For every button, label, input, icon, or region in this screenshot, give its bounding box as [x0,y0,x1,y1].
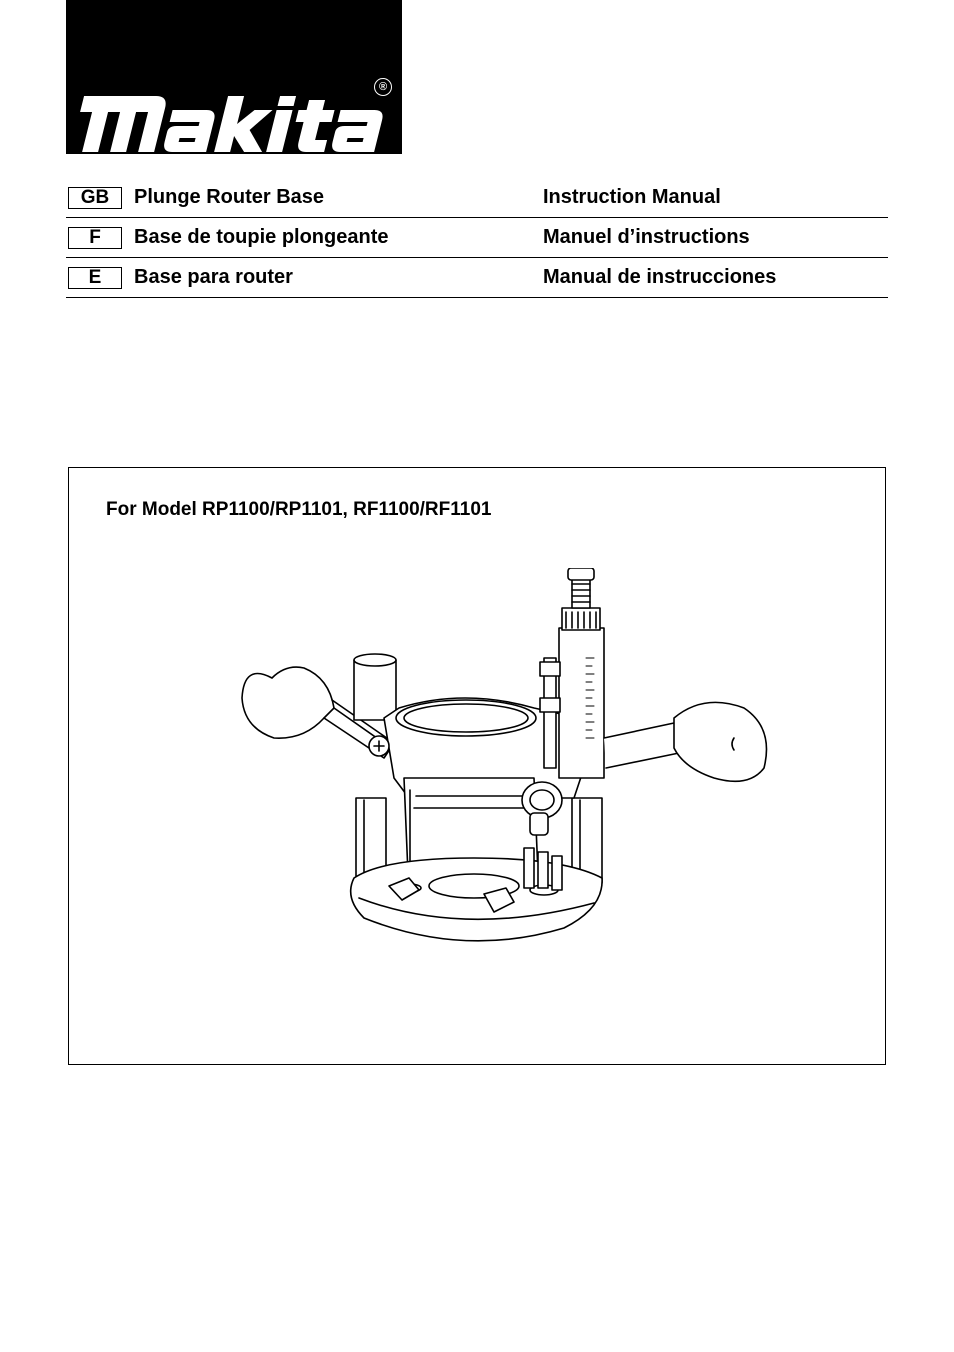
product-title: Base para router [134,266,293,288]
language-code: E [68,267,122,289]
manual-title: Manual de instrucciones [543,266,777,288]
makita-logo-art [66,0,402,154]
model-box [68,467,886,1065]
model-label: For Model RP1100/RP1101, RF1100/RF1101 [106,499,492,520]
product-title: Plunge Router Base [134,186,325,208]
manual-title: Manuel d’instructions [543,226,750,248]
product-title: Base de toupie plongeante [134,226,389,248]
plunge-router-illustration [234,568,794,968]
language-code: F [68,227,122,249]
makita-logo [66,0,402,154]
language-code: GB [68,187,122,209]
language-row-e [66,258,888,298]
language-table [66,178,888,298]
language-row-gb [66,178,888,218]
language-row-f [66,218,888,258]
registered-mark: ® [374,78,392,96]
manual-title: Instruction Manual [543,186,721,208]
